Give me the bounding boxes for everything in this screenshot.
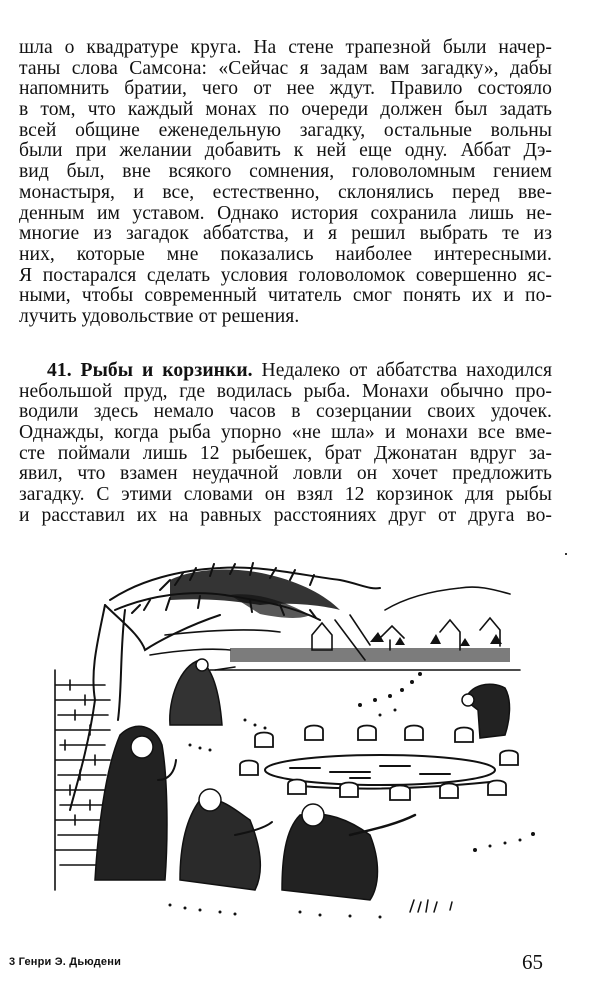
basket-icon [440, 784, 458, 799]
text-line: были при желании добавить к ней еще одну. Аббат Дэ- [19, 140, 552, 162]
author-signature: 3 Генри Э. Дьюдени [9, 956, 122, 968]
basket-icon [488, 781, 506, 796]
text-line: шла о квадратуре круга. На стене трапезной были начер- [19, 37, 552, 58]
basket-icon [240, 761, 258, 776]
text-line: многие из загадок аббатства, и я решил выбрать те из [19, 223, 552, 245]
text-line: и расставил их на равных расстояниях друг от друга во- [19, 504, 552, 526]
monks-pond-illustration [50, 550, 575, 940]
text-line: таны слова Самсона: «Сейчас я задам вам загадку», дабы [19, 57, 552, 79]
text-line: лучить удовольствие от решения. [19, 305, 300, 327]
monk-kneeling-pointing [282, 804, 415, 900]
basket-icon [358, 726, 376, 741]
basket-icon [255, 733, 273, 748]
text-line: в том, что каждый монах по очереди должен был задать [19, 99, 552, 121]
basket-icon [455, 728, 473, 743]
text-line: денным им уставом. Однако история сохранила лишь не- [19, 202, 552, 224]
basket-icon [500, 751, 518, 766]
basket-icon [288, 780, 306, 795]
foreground-grass [410, 900, 452, 912]
text-line: монастыря, и все, естественно, склонялись перед вве- [19, 181, 552, 203]
far-bank-reeds [230, 632, 510, 662]
puzzle-first-line-text: Недалеко от аббатства находился [252, 360, 553, 381]
text-line: загадку. С этими словами он взял 12 корзинок для рыбы [19, 484, 552, 506]
puzzle-title: 41. Рыбы и корзинки. [47, 360, 253, 381]
text-line: ными, чтобы современный читатель смог понять их и по- [19, 285, 552, 307]
text-line: сте поймали лишь 12 рыбешек, брат Джонатан вдруг за- [19, 442, 552, 464]
text-line: водили здесь немало часов в созерцании своих удочек. [19, 401, 552, 423]
basket-icon [305, 726, 323, 741]
text-line: Однажды, когда рыба упорно «не шла» и монахи все вме- [19, 422, 552, 444]
basket-icon [405, 726, 423, 741]
puzzle-first-line [19, 361, 552, 382]
text-line: них, которые мне показались наиболее интересными. [19, 243, 552, 265]
monk-distant [170, 659, 235, 725]
monk-kneeling-left [180, 789, 272, 890]
monk-standing [95, 726, 176, 880]
text-line: небольшой пруд, где водилась рыба. Монахи обычно про- [19, 380, 552, 402]
text-line: напомнить братии, чего от нее ждут. Правило состояло [19, 78, 552, 100]
basket-icon [390, 786, 410, 801]
text-line: явил, что взамен неудачной ловли он хочет предложить [19, 463, 552, 485]
intro-paragraph [19, 38, 552, 328]
text-line: вид был, вне всякого сомнения, головоломным гением [19, 161, 552, 183]
puzzle-41-paragraph [19, 361, 552, 527]
text-line: Я постарался сделать условия головоломок совершенно яс- [19, 264, 552, 286]
basket-icon [340, 783, 358, 798]
text-line: всей общине еженедельную загадку, остальные вольны [19, 119, 552, 141]
page-number: 65 [522, 950, 543, 974]
